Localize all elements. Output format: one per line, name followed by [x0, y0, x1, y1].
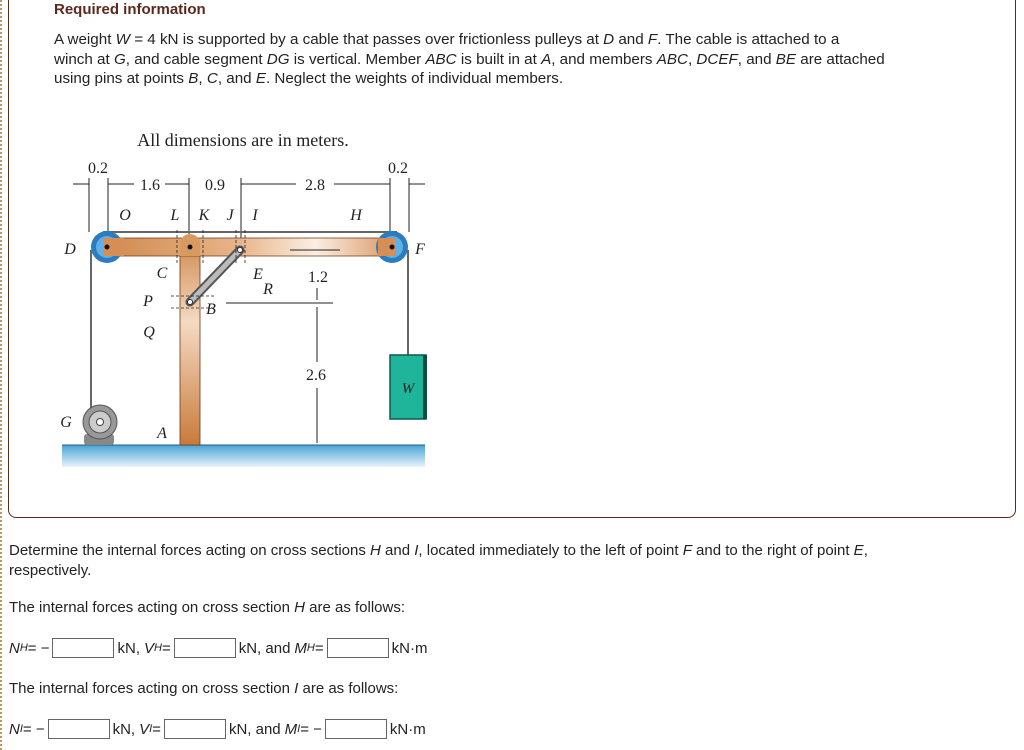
svg-text:0.2: 0.2	[388, 160, 408, 177]
svg-text:E: E	[253, 266, 263, 283]
nh-input[interactable]	[52, 638, 114, 658]
required-info-title: Required information	[54, 1, 206, 18]
svg-text:1.6: 1.6	[140, 177, 160, 194]
problem-description	[54, 30, 984, 89]
question-prompt: Determine the internal forces acting on cross sections H and I, located immediately to the left of point F and to the right of point E, respectively.	[9, 542, 868, 579]
svg-text:J: J	[226, 207, 234, 224]
svg-text:B: B	[206, 301, 216, 318]
section-h-answers: N H = − kN, V H = kN, and M H = kN·m	[9, 639, 428, 657]
svg-text:L: L	[170, 207, 180, 224]
svg-text:A: A	[157, 425, 167, 442]
svg-text:P: P	[143, 293, 153, 310]
svg-text:I: I	[252, 207, 258, 224]
svg-text:O: O	[119, 207, 131, 224]
svg-text:1.2: 1.2	[308, 269, 328, 286]
svg-text:Q: Q	[143, 324, 155, 341]
svg-text:2.8: 2.8	[305, 177, 325, 194]
svg-text:F: F	[415, 241, 425, 258]
frame-diagram	[60, 120, 440, 480]
desc-line-3: using pins at points B, C, and E. Neglect the weights of individual members.	[54, 70, 564, 87]
mi-input[interactable]	[325, 719, 387, 739]
svg-text:G: G	[60, 414, 72, 431]
svg-text:W: W	[401, 381, 415, 397]
svg-text:0.2: 0.2	[88, 160, 108, 177]
section-i-answers: N I = − kN, V I = kN, and M I = − kN·m	[9, 720, 426, 738]
svg-text:D: D	[64, 241, 76, 258]
mh-input[interactable]	[327, 638, 389, 658]
left-dotted-border	[0, 0, 4, 750]
section-h-intro: The internal forces acting on cross section H are as follows:	[9, 599, 406, 616]
svg-text:0.9: 0.9	[205, 177, 225, 194]
diagram-caption: All dimensions are in meters.	[137, 130, 349, 150]
svg-text:C: C	[156, 265, 168, 282]
vh-input[interactable]	[174, 638, 236, 658]
svg-text:K: K	[198, 207, 210, 224]
svg-text:R: R	[263, 281, 273, 298]
svg-text:2.6: 2.6	[306, 367, 326, 384]
ni-input[interactable]	[48, 719, 110, 739]
section-i-intro: The internal forces acting on cross section I are as follows:	[9, 680, 399, 697]
svg-text:H: H	[350, 207, 362, 224]
vi-input[interactable]	[164, 719, 226, 739]
desc-line-2: winch at G, and cable segment DG is vertical. Member ABC is built in at A, and members ABC, DCEF, and BE are attached	[54, 50, 885, 68]
desc-line-1: A weight W = 4 kN is supported by a cable that passes over frictionless pulleys at D and F. The cable is attached to a	[54, 31, 840, 48]
